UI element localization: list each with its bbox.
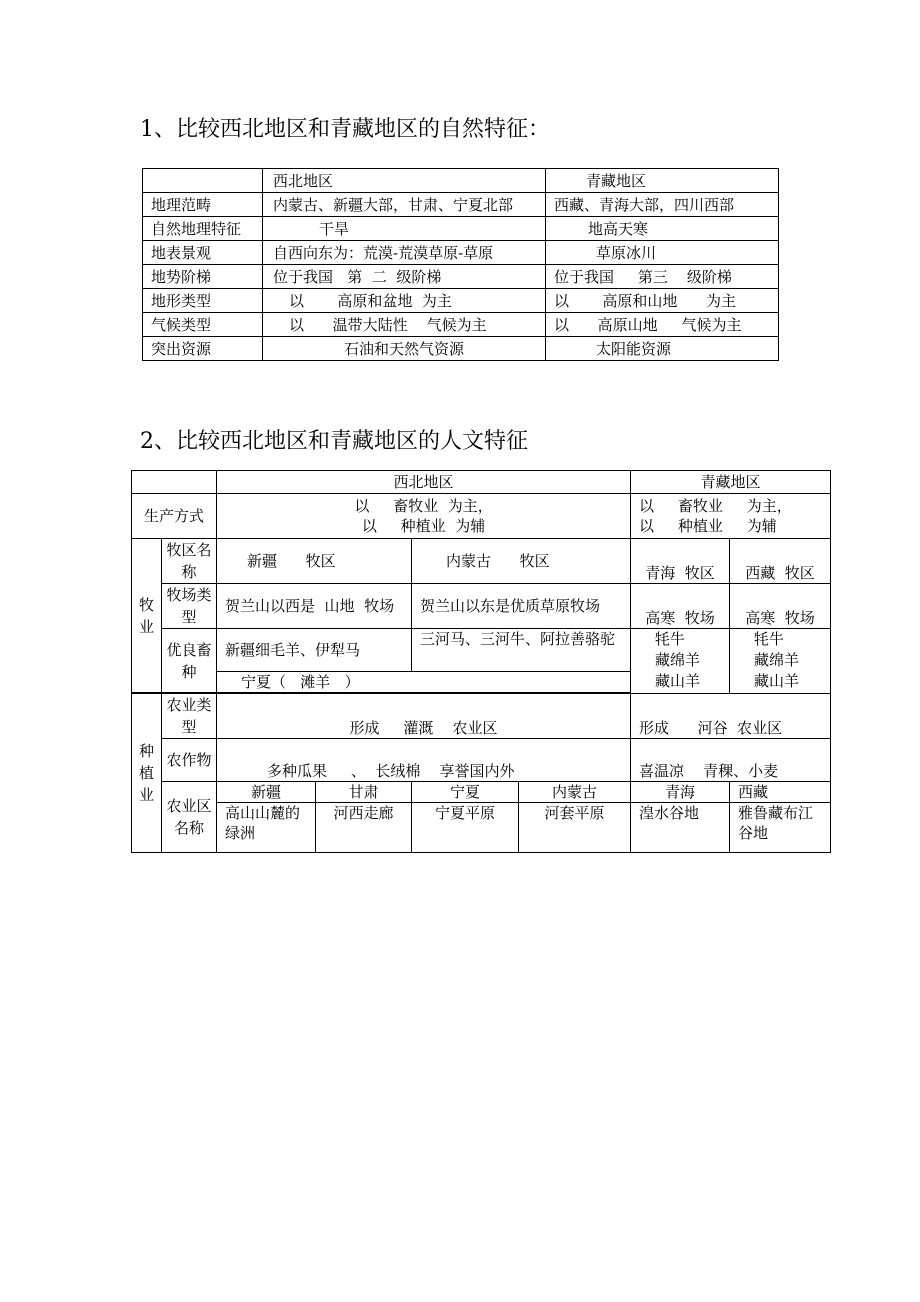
province-gansu: 甘肃: [316, 782, 412, 803]
pasture-name-row: [132, 539, 831, 584]
crops-row: [132, 739, 831, 782]
row-label: 突出资源: [143, 337, 263, 361]
agri-type-row: [132, 694, 831, 739]
production-qz-line2: 以 种植业 为辅: [639, 517, 777, 535]
agri-area-row: [132, 803, 831, 853]
area-neimenggu: 河套平原: [519, 803, 631, 853]
table-row: [143, 217, 779, 241]
area-xizang: 雅鲁藏布江谷地: [730, 803, 831, 853]
northwest-value: 位于我国 第 二 级阶梯: [263, 265, 546, 289]
pasture-name-xinjiang: 新疆 牧区: [217, 539, 412, 584]
northwest-value: 以 温带大陆性 气候为主: [263, 313, 546, 337]
northwest-value: 干旱: [263, 217, 546, 241]
row-label: 地表景观: [143, 241, 263, 265]
header-qingzang: 青藏地区: [631, 471, 831, 494]
section-1-title: 1、比较西北地区和青藏地区的自然特征：: [140, 117, 550, 142]
pasture-name-qinghai: 青海 牧区: [631, 539, 730, 584]
production-row: [132, 494, 831, 539]
breed-xinjiang: 新疆细毛羊、伊犁马: [217, 629, 412, 672]
province-xinjiang: 新疆: [217, 782, 316, 803]
crops-northwest: 多种瓜果 、 长绒棉 享誉国内外: [217, 739, 631, 782]
pasture-type-label: 牧场类型: [162, 584, 217, 629]
table-row: [143, 289, 779, 313]
table-row: [143, 337, 779, 361]
row-label: 气候类型: [143, 313, 263, 337]
province-ningxia: 宁夏: [412, 782, 519, 803]
header-qingzang: 青藏地区: [546, 169, 779, 193]
animal-husbandry-label: 牧业: [132, 539, 162, 693]
breed-label: 优良畜种: [162, 629, 217, 693]
row-label: 地势阶梯: [143, 265, 263, 289]
table-header-row: [132, 471, 831, 494]
pasture-name-xizang: 西藏 牧区: [730, 539, 831, 584]
area-gansu: 河西走廊: [316, 803, 412, 853]
breed-xizang: 牦牛 藏绵羊 藏山羊: [730, 629, 831, 694]
row-label: 地理范畴: [143, 193, 263, 217]
production-northwest: [217, 494, 631, 539]
agri-type-northwest: 形成 灌溉 农业区: [217, 694, 631, 739]
table-row: [143, 265, 779, 289]
header-empty-cell: [143, 169, 263, 193]
production-nw-line2: 以 种植业 为辅: [361, 517, 486, 535]
table-row: [143, 313, 779, 337]
pasture-type-west: 贺兰山以西是 山地 牧场: [217, 584, 412, 629]
row-label: 自然地理特征: [143, 217, 263, 241]
crops-label: 农作物: [162, 739, 217, 782]
qingzang-value: 以 高原和山地 为主: [546, 289, 779, 313]
crop-farming-label: 种植业: [132, 694, 162, 853]
production-nw-line1: 以 畜牧业 为主，: [354, 497, 493, 515]
pasture-type-row: [132, 584, 831, 629]
agri-type-label: 农业类型: [162, 694, 217, 739]
pasture-type-east: 贺兰山以东是优质草原牧场: [412, 584, 631, 629]
qingzang-value: 西藏、青海大部，四川西部: [546, 193, 779, 217]
agri-area-label: 农业区名称: [162, 782, 217, 853]
province-neimenggu: 内蒙古: [519, 782, 631, 803]
breed-row: [132, 629, 831, 672]
qingzang-value: 地高天寒: [546, 217, 779, 241]
qingzang-value: 以 高原山地 气候为主: [546, 313, 779, 337]
production-label: 生产方式: [132, 494, 217, 539]
province-xizang: 西藏: [730, 782, 831, 803]
northwest-value: 内蒙古、新疆大部，甘肃、宁夏北部: [263, 193, 546, 217]
province-qinghai: 青海: [631, 782, 730, 803]
pasture-type-xizang: 高寒 牧场: [730, 584, 831, 629]
northwest-value: 自西向东为：荒漠-荒漠草原-草原: [263, 241, 546, 265]
qingzang-value: 草原冰川: [546, 241, 779, 265]
northwest-value: 以 高原和盆地 为主: [263, 289, 546, 313]
breed-qinghai: 牦牛 藏绵羊 藏山羊: [631, 629, 730, 694]
pasture-type-qinghai: 高寒 牧场: [631, 584, 730, 629]
production-qingzang: [631, 494, 831, 539]
agri-type-qingzang: 形成 河谷 农业区: [631, 694, 831, 739]
header-empty-cell: [132, 471, 217, 494]
northwest-value: 石油和天然气资源: [263, 337, 546, 361]
area-xinjiang: 高山山麓的绿洲: [217, 803, 316, 853]
production-qz-line1: 以 畜牧业 为主，: [639, 497, 792, 515]
qingzang-value: 位于我国 第三 级阶梯: [546, 265, 779, 289]
row-label: 地形类型: [143, 289, 263, 313]
human-features-table: [131, 470, 831, 853]
province-row: [132, 782, 831, 803]
area-ningxia: 宁夏平原: [412, 803, 519, 853]
breed-ningxia: 宁夏（ 滩羊 ）: [217, 672, 631, 693]
crops-qingzang: 喜温凉 青稞、小麦: [631, 739, 831, 782]
area-qinghai: 湟水谷地: [631, 803, 730, 853]
header-northwest: 西北地区: [217, 471, 631, 494]
pasture-name-neimenggu: 内蒙古 牧区: [412, 539, 631, 584]
table-row: [143, 241, 779, 265]
table-row: [143, 193, 779, 217]
header-northwest: 西北地区: [263, 169, 546, 193]
breed-neimenggu: 三河马、三河牛、阿拉善骆驼: [412, 629, 631, 672]
pasture-name-label: 牧区名称: [162, 539, 217, 584]
qingzang-value: 太阳能资源: [546, 337, 779, 361]
table-header-row: [143, 169, 779, 193]
section-2-title: 2、比较西北地区和青藏地区的人文特征: [140, 429, 528, 454]
natural-features-table: [142, 168, 779, 361]
